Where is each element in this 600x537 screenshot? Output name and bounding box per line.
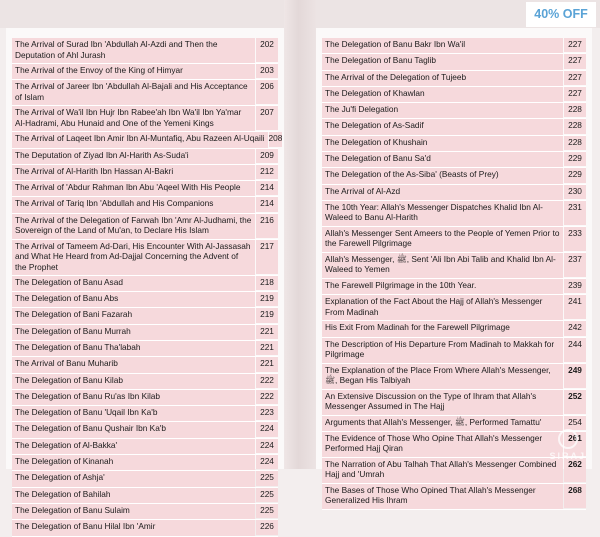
toc-row <box>322 364 586 390</box>
toc-entry-page-number: 229 <box>564 168 586 182</box>
toc-entry-title: The Arrival of Al-Harith Ibn Hassan Al-Bakri <box>12 165 255 180</box>
toc-row <box>322 321 586 337</box>
watermark-text: SIRAJ <box>549 451 586 461</box>
toc-entry-page-number: 268 <box>564 484 586 508</box>
toc-entry-page-number: 227 <box>564 87 586 101</box>
toc-entry-title: The Delegation of Banu Qushair Ibn Ka'b <box>12 422 255 437</box>
toc-row <box>322 458 586 484</box>
toc-entry-title: The Delegation of Khawlan <box>322 87 563 102</box>
book-gutter <box>284 0 316 469</box>
toc-row <box>12 406 278 422</box>
toc-entry-page-number: 218 <box>256 276 278 290</box>
toc-row <box>322 152 586 168</box>
toc-row <box>12 357 278 373</box>
toc-entry-title: The Ju'fi Delegation <box>322 103 563 118</box>
toc-entry-title: The Delegation of Banu Ru'as Ibn Kilab <box>12 390 255 405</box>
toc-row <box>12 422 278 438</box>
toc-row <box>322 38 586 54</box>
toc-entry-page-number: 231 <box>564 201 586 225</box>
toc-entry-title: The Narration of Abu Talhah That Allah's Messenger Combined Hajj and 'Umrah <box>322 458 563 483</box>
toc-entry-title: The Delegation of Banu Murrah <box>12 325 255 340</box>
toc-entry-page-number: 233 <box>564 227 586 251</box>
toc-entry-title: The Farewell Pilgrimage in the 10th Year. <box>322 279 563 294</box>
toc-entry-title: The Arrival of Jareer Ibn 'Abdullah Al-Bajali and His Acceptance of Islam <box>12 80 255 105</box>
toc-row <box>12 374 278 390</box>
toc-row <box>12 149 278 165</box>
toc-entry-page-number: 221 <box>256 357 278 371</box>
toc-entry-title: Explanation of the Fact About the Hajj of Allah's Messenger From Madinah <box>322 295 563 320</box>
toc-entry-page-number: 206 <box>256 80 278 104</box>
right-toc-table <box>322 38 586 510</box>
toc-entry-page-number: 228 <box>564 119 586 133</box>
toc-entry-title: Allah's Messenger Sent Ameers to the People of Yemen Prior to the Farewell Pilgrimage <box>322 227 563 252</box>
toc-entry-page-number: 222 <box>256 374 278 388</box>
toc-entry-title: The Delegation of Banu 'Uqail Ibn Ka'b <box>12 406 255 421</box>
toc-entry-title: The Delegation of Bahilah <box>12 488 255 503</box>
toc-entry-page-number: 222 <box>256 390 278 404</box>
toc-entry-page-number: 219 <box>256 292 278 306</box>
toc-entry-page-number: 261 <box>564 432 586 456</box>
toc-entry-title: The Delegation of Banu Tha'labah <box>12 341 255 356</box>
toc-entry-page-number: 224 <box>256 439 278 453</box>
toc-row <box>12 64 278 80</box>
toc-row <box>322 185 586 201</box>
toc-entry-title: The Delegation of Banu Kilab <box>12 374 255 389</box>
toc-entry-title: The Delegation of Banu Asad <box>12 276 255 291</box>
toc-row <box>322 253 586 279</box>
toc-entry-page-number: 203 <box>256 64 278 78</box>
toc-row <box>12 325 278 341</box>
toc-entry-title: The Arrival of the Delegation of Farwah Ibn 'Amr Al-Judhami, the Sovereign of the Land of Mu'an, to Declare His Islam <box>12 214 255 239</box>
toc-entry-title: The Arrival of the Delegation of Tujeeb <box>322 71 563 86</box>
toc-entry-title: The Arrival of Surad Ibn 'Abdullah Al-Azdi and Then the Deputation of Ahl Jurash <box>12 38 255 63</box>
toc-entry-page-number: 208 <box>269 132 283 146</box>
toc-entry-title: The Bases of Those Who Opined That Allah's Messenger Generalized His Ihram <box>322 484 563 509</box>
toc-row <box>322 227 586 253</box>
toc-entry-page-number: 223 <box>256 406 278 420</box>
toc-entry-title: The Delegation of Banu Abs <box>12 292 255 307</box>
discount-badge: 40% OFF <box>526 2 596 27</box>
toc-entry-title: The Description of His Departure From Madinah to Makkah for Pilgrimage <box>322 338 563 363</box>
toc-entry-page-number: 209 <box>256 149 278 163</box>
toc-entry-title: His Exit From Madinah for the Farewell Pilgrimage <box>322 321 563 336</box>
toc-entry-page-number: 252 <box>564 390 586 414</box>
toc-entry-title: The Deputation of Ziyad Ibn Al-Harith As-Suda'i <box>12 149 255 164</box>
toc-entry-page-number: 239 <box>564 279 586 293</box>
toc-entry-page-number: 249 <box>564 364 586 388</box>
toc-entry-page-number: 242 <box>564 321 586 335</box>
toc-entry-page-number: 230 <box>564 185 586 199</box>
toc-row <box>12 504 278 520</box>
toc-entry-title: The Delegation of Bani Fazarah <box>12 308 255 323</box>
toc-entry-title: The Arrival of Banu Muharib <box>12 357 255 372</box>
toc-entry-title: The Arrival of the Envoy of the King of Himyar <box>12 64 255 79</box>
toc-row <box>12 439 278 455</box>
toc-entry-page-number: 217 <box>256 240 278 274</box>
toc-entry-page-number: 241 <box>564 295 586 319</box>
toc-entry-page-number: 226 <box>256 520 278 534</box>
toc-row <box>322 103 586 119</box>
left-toc-table <box>12 38 283 537</box>
toc-entry-page-number: 227 <box>564 54 586 68</box>
toc-row <box>322 168 586 184</box>
toc-row <box>322 201 586 227</box>
toc-row <box>322 87 586 103</box>
toc-row <box>12 390 278 406</box>
toc-entry-page-number: 227 <box>564 38 586 52</box>
toc-entry-title: The 10th Year: Allah's Messenger Dispatches Khalid Ibn Al-Waleed to Banu Al-Harith <box>322 201 563 226</box>
toc-row <box>12 38 278 64</box>
toc-row <box>322 54 586 70</box>
toc-row <box>12 292 278 308</box>
toc-row <box>322 119 586 135</box>
toc-entry-title: The Delegation of As-Sadif <box>322 119 563 134</box>
toc-row <box>12 455 278 471</box>
toc-entry-title: The Arrival of Tameem Ad-Dari, His Encounter With Al-Jassasah and What He Heard from Ad-Dajjal Concerning the Advent of the Prophet <box>12 240 255 275</box>
toc-entry-page-number: 224 <box>256 422 278 436</box>
toc-entry-page-number: 219 <box>256 308 278 322</box>
toc-entry-page-number: 207 <box>256 106 278 130</box>
toc-entry-page-number: 227 <box>564 71 586 85</box>
toc-entry-page-number: 254 <box>564 416 586 430</box>
toc-entry-page-number: 228 <box>564 103 586 117</box>
toc-row <box>12 240 278 276</box>
toc-entry-page-number: 224 <box>256 455 278 469</box>
toc-entry-title: The Delegation of Kinanah <box>12 455 255 470</box>
toc-row <box>322 295 586 321</box>
toc-entry-page-number: 221 <box>256 341 278 355</box>
toc-entry-page-number: 216 <box>256 214 278 238</box>
toc-entry-title: The Delegation of Al-Bakka' <box>12 439 255 454</box>
toc-row <box>322 484 586 510</box>
toc-row <box>12 80 278 106</box>
toc-entry-page-number: 212 <box>256 165 278 179</box>
toc-row <box>12 132 283 148</box>
toc-row <box>322 338 586 364</box>
toc-entry-title: The Evidence of Those Who Opine That Allah's Messenger Performed Hajj Qiran <box>322 432 563 457</box>
toc-row <box>12 471 278 487</box>
toc-entry-title: The Delegation of Banu Bakr Ibn Wa'il <box>322 38 563 53</box>
toc-entry-title: The Delegation of Ashja' <box>12 471 255 486</box>
toc-row <box>12 308 278 324</box>
toc-entry-page-number: 225 <box>256 471 278 485</box>
toc-entry-page-number: 225 <box>256 488 278 502</box>
toc-entry-title: The Delegation of Banu Taglib <box>322 54 563 69</box>
toc-entry-page-number: 244 <box>564 338 586 362</box>
toc-row <box>12 197 278 213</box>
toc-row <box>322 279 586 295</box>
toc-row <box>12 214 278 240</box>
toc-entry-title: The Arrival of Wa'il Ibn Hujr Ibn Rabee'ah Ibn Wa'il Ibn Ya'mar Al-Hadrami, Abu Hunaid and One of the Yemeni Kings <box>12 106 255 131</box>
toc-entry-title: The Delegation of Banu Sa'd <box>322 152 563 167</box>
toc-entry-title: The Delegation of Banu Hilal Ibn 'Amir <box>12 520 255 535</box>
toc-entry-title: The Delegation of Banu Sulaim <box>12 504 255 519</box>
toc-row <box>322 71 586 87</box>
toc-entry-title: Allah's Messenger, ﷺ, Sent 'Ali Ibn Abi Talib and Khalid Ibn Al-Waleed to Yemen <box>322 253 563 278</box>
toc-entry-page-number: 221 <box>256 325 278 339</box>
toc-entry-title: The Arrival of Al-Azd <box>322 185 563 200</box>
watermark-logo-icon <box>558 429 578 449</box>
left-page <box>6 28 284 532</box>
toc-entry-title: The Explanation of the Place From Where Allah's Messenger, ﷺ, Began His Talbiyah <box>322 364 563 389</box>
toc-row <box>12 165 278 181</box>
toc-row <box>12 341 278 357</box>
toc-entry-page-number: 262 <box>564 458 586 482</box>
toc-entry-title: An Extensive Discussion on the Type of Ihram that Allah's Messenger Assumed in The Hajj <box>322 390 563 415</box>
right-page <box>316 28 592 506</box>
toc-entry-page-number: 202 <box>256 38 278 62</box>
toc-entry-title: The Arrival of Laqeet Ibn Amir Ibn Al-Muntafiq, Abu Razeen Al-Uqaili <box>12 132 268 147</box>
toc-entry-title: The Delegation of Khushain <box>322 136 563 151</box>
toc-row <box>322 390 586 416</box>
toc-entry-title: The Arrival of Tariq Ibn 'Abdullah and His Companions <box>12 197 255 212</box>
toc-row <box>322 136 586 152</box>
toc-row <box>12 488 278 504</box>
toc-row <box>322 416 586 432</box>
toc-entry-page-number: 229 <box>564 152 586 166</box>
toc-entry-title: The Arrival of 'Abdur Rahman Ibn Abu 'Aqeel With His People <box>12 181 255 196</box>
toc-row <box>12 520 278 536</box>
toc-row <box>12 106 278 132</box>
toc-entry-title: Arguments that Allah's Messenger, ﷺ, Performed Tamattu' <box>322 416 563 431</box>
toc-entry-page-number: 228 <box>564 136 586 150</box>
toc-entry-page-number: 214 <box>256 197 278 211</box>
toc-entry-page-number: 225 <box>256 504 278 518</box>
toc-row <box>12 276 278 292</box>
toc-row <box>12 181 278 197</box>
watermark <box>549 429 586 461</box>
toc-entry-page-number: 237 <box>564 253 586 277</box>
toc-row <box>322 432 586 458</box>
toc-entry-title: The Delegation of the As-Siba' (Beasts of Prey) <box>322 168 563 183</box>
toc-entry-page-number: 214 <box>256 181 278 195</box>
